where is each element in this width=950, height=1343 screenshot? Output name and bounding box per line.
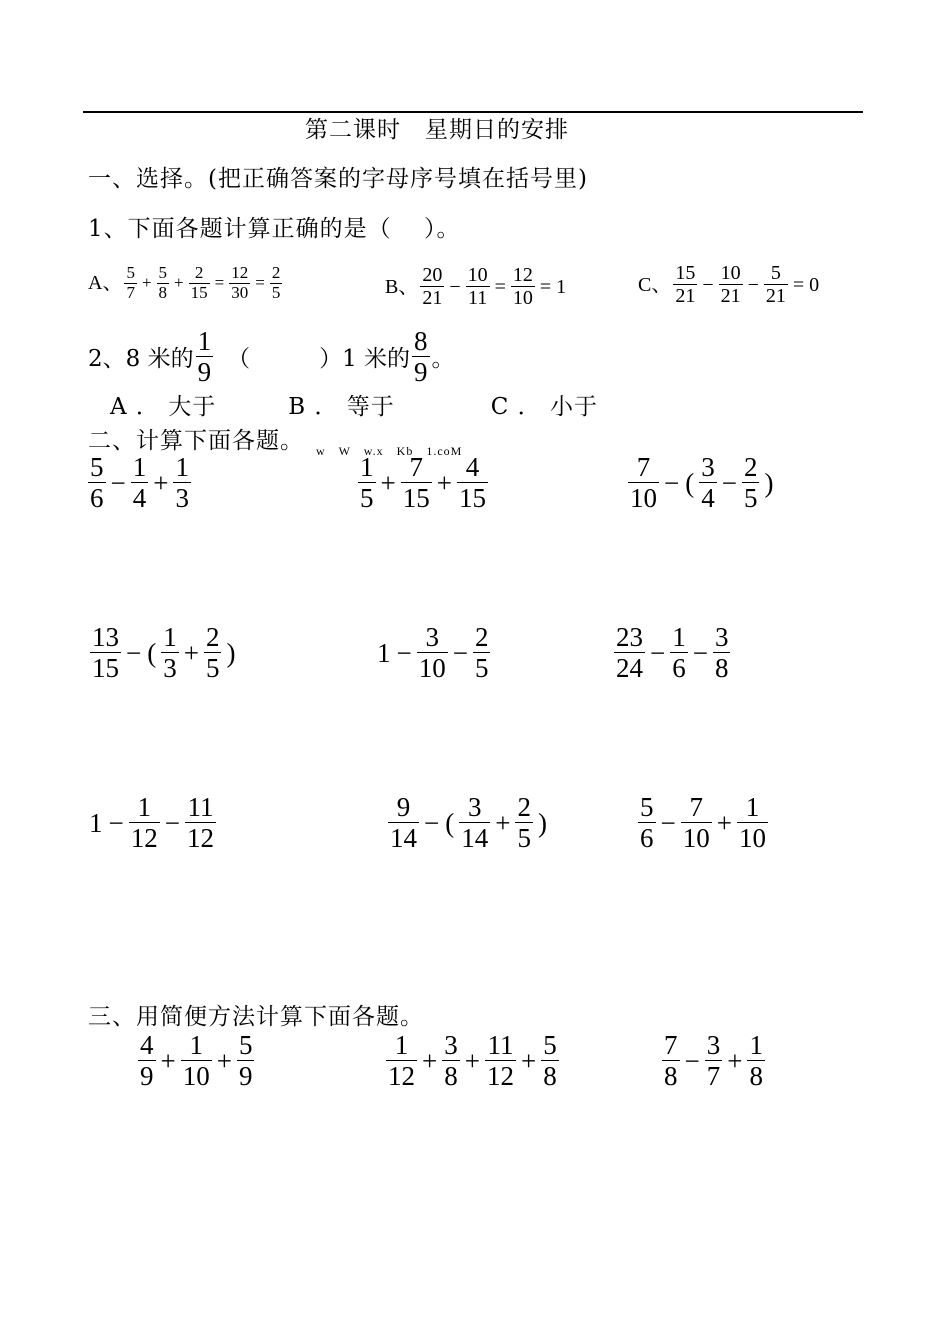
math-operator: =: [255, 272, 265, 292]
fraction-denominator: 12: [388, 1061, 415, 1092]
fraction: [737, 792, 768, 853]
fraction-numerator: 5: [770, 262, 781, 284]
fraction-numerator: 1: [360, 452, 374, 482]
calc-problem-8: [386, 792, 550, 853]
fraction-numerator: 8: [414, 326, 428, 356]
fraction-numerator: 3: [706, 1030, 721, 1060]
math-operator: +: [464, 1045, 480, 1076]
math-operator: =: [214, 272, 225, 292]
fraction-denominator: 5: [743, 483, 758, 514]
fraction-numerator: 1: [745, 792, 760, 822]
fraction-numerator: 2: [194, 263, 204, 282]
calc-problem-2: [356, 452, 490, 513]
fraction-denominator: 4: [132, 483, 147, 514]
fraction-numerator: 3: [701, 452, 715, 482]
fraction-denominator: 15: [190, 282, 208, 302]
fraction: [417, 622, 448, 683]
fraction-numerator: 3: [444, 1030, 458, 1060]
math-operator: −: [110, 467, 126, 498]
fraction: [131, 452, 149, 513]
fraction-denominator: 14: [390, 823, 417, 854]
fraction-denominator: 15: [402, 483, 430, 514]
fraction: [638, 792, 656, 853]
fraction-numerator: 1: [197, 326, 212, 356]
fraction-denominator: 6: [90, 483, 104, 514]
simplify-problem-2: [384, 1030, 561, 1091]
question2: [88, 326, 455, 387]
fraction: [457, 452, 488, 513]
math-operator: −: [721, 467, 737, 498]
fraction: [699, 452, 717, 513]
fraction-denominator: 7: [126, 282, 135, 302]
fraction: [161, 622, 179, 683]
fraction-numerator: 11: [487, 1030, 514, 1060]
fraction-denominator: 5: [271, 282, 281, 302]
fraction: [713, 622, 731, 683]
fraction-denominator: 11: [467, 287, 488, 309]
math-operator: +: [727, 1045, 743, 1076]
fraction: [173, 452, 191, 513]
fraction: [628, 452, 659, 513]
option-a-label: A、: [88, 272, 123, 295]
fraction-numerator: 5: [543, 1030, 557, 1060]
fraction: [358, 452, 376, 513]
math-operator: ): [537, 807, 547, 838]
fraction-numerator: 1: [175, 452, 189, 482]
fraction-numerator: 5: [158, 263, 168, 282]
fraction-denominator: 10: [738, 823, 766, 854]
math-operator: −: [660, 807, 676, 838]
math-operator: −: [108, 807, 124, 838]
fraction-numerator: 5: [238, 1030, 253, 1060]
fraction-numerator: 13: [92, 622, 119, 652]
fraction-numerator: 3: [714, 622, 729, 652]
simplify-problem-1: [136, 1030, 256, 1091]
fraction: [401, 452, 432, 513]
fraction-denominator: 21: [765, 285, 786, 307]
fraction-denominator: 9: [197, 357, 212, 388]
fraction-denominator: 14: [461, 823, 489, 854]
watermark-text: w W w.x Kb 1.coM: [316, 444, 463, 458]
fraction-numerator: 23: [616, 622, 643, 652]
fraction-denominator: 10: [182, 1061, 210, 1092]
math-operator: ): [226, 637, 236, 668]
fraction-numerator: 2: [271, 263, 281, 282]
fraction-denominator: 5: [360, 483, 374, 514]
q1-option-c: [638, 262, 822, 307]
fraction-numerator: 1: [749, 1030, 763, 1060]
calc-problem-1: [86, 452, 193, 513]
math-operator: +: [160, 1045, 176, 1076]
fraction-denominator: 8: [749, 1061, 763, 1092]
math-operator: −: [396, 637, 412, 668]
fraction-numerator: 3: [425, 622, 439, 652]
fraction-denominator: 21: [422, 287, 443, 309]
fraction: [459, 792, 490, 853]
fraction-denominator: 12: [486, 1061, 514, 1092]
math-operator: (: [685, 467, 695, 498]
fraction-denominator: 10: [512, 287, 533, 309]
fraction-denominator: 3: [163, 653, 177, 684]
simplify-problem-3: [660, 1030, 767, 1091]
fraction-numerator: 7: [689, 792, 703, 822]
math-operator: −: [650, 637, 666, 668]
fraction-denominator: 24: [616, 653, 643, 684]
section1-heading: 一、选择。(把正确答案的字母序号填在括号里): [88, 166, 588, 192]
option-b-label: B、: [385, 275, 419, 298]
fraction-numerator: 5: [640, 792, 654, 822]
math-operator: +: [716, 807, 732, 838]
fraction-numerator: 2: [517, 792, 531, 822]
fraction: [124, 264, 137, 302]
fraction: [157, 264, 170, 302]
fraction-denominator: 12: [130, 823, 158, 854]
fraction: [466, 264, 490, 309]
math-operator: +: [216, 1045, 232, 1076]
fraction-denominator: 7: [706, 1061, 721, 1092]
fraction-numerator: 7: [664, 1030, 678, 1060]
fraction-denominator: 5: [517, 823, 531, 854]
fraction: [719, 262, 743, 307]
fraction-numerator: 4: [465, 452, 480, 482]
math-operator: 1: [89, 807, 103, 838]
fraction: [670, 622, 688, 683]
fraction-numerator: 1: [137, 792, 151, 822]
fraction: [705, 1030, 723, 1091]
fraction: [747, 1030, 765, 1091]
fraction-numerator: 1: [132, 452, 147, 482]
fraction-numerator: 4: [140, 1030, 154, 1060]
fraction: [181, 1030, 212, 1091]
q1-option-a: [88, 264, 284, 302]
math-operator: −: [702, 273, 714, 296]
fraction: [229, 264, 250, 302]
fraction: [88, 452, 106, 513]
math-operator: −: [449, 275, 461, 298]
option-a-expression: [122, 264, 284, 302]
fraction-denominator: 9: [140, 1061, 154, 1092]
fraction-denominator: 4: [701, 483, 715, 514]
calc-problem-9: [636, 792, 770, 853]
fraction-denominator: 12: [186, 823, 214, 854]
fraction-numerator: 5: [90, 452, 104, 482]
fraction: [388, 792, 419, 853]
fraction: [764, 262, 788, 307]
math-operator: +: [174, 272, 184, 292]
fraction-denominator: 15: [458, 483, 486, 514]
fraction-numerator: 11: [187, 792, 214, 822]
fraction-numerator: 10: [467, 264, 488, 286]
option-c-expression: [671, 262, 822, 307]
math-operator: +: [183, 637, 199, 668]
fraction: [420, 264, 444, 309]
fraction: [237, 1030, 255, 1091]
fraction-denominator: 10: [630, 483, 657, 514]
fraction: [386, 1030, 417, 1091]
fraction-denominator: 30: [231, 282, 249, 302]
q2-prefix: 2、8 米的: [88, 346, 194, 373]
calc-problem-7: [86, 792, 218, 853]
fraction-denominator: 8: [714, 653, 729, 684]
fraction-numerator: 1: [163, 622, 177, 652]
option-b-expression: [418, 264, 569, 309]
math-operator: −: [452, 637, 468, 668]
fraction: [681, 792, 712, 853]
fraction-numerator: 10: [720, 262, 741, 284]
fraction: [541, 1030, 559, 1091]
section2-heading: 二、计算下面各题。: [88, 428, 304, 454]
q1-option-b: [385, 264, 569, 309]
fraction-numerator: 5: [126, 263, 135, 282]
math-operator: =: [494, 275, 506, 298]
fraction-numerator: 1: [672, 622, 686, 652]
fraction-denominator: 8: [158, 282, 168, 302]
fraction-numerator: 2: [205, 622, 220, 652]
fraction: [614, 622, 645, 683]
math-operator: +: [141, 272, 152, 292]
q2-middle: （ ）1 米的: [227, 346, 411, 373]
fraction-denominator: 10: [418, 653, 446, 684]
fraction-numerator: 1: [189, 1030, 203, 1060]
fraction-denominator: 6: [640, 823, 654, 854]
math-operator: −: [126, 637, 142, 668]
fraction-numerator: 7: [636, 452, 651, 482]
fraction-numerator: 15: [675, 262, 696, 284]
fraction-denominator: 21: [720, 285, 741, 307]
fraction-numerator: 12: [512, 264, 533, 286]
fraction-denominator: 6: [672, 653, 686, 684]
fraction-denominator: 3: [175, 483, 189, 514]
math-operator: (: [147, 637, 157, 668]
fraction: [129, 792, 160, 853]
math-operator: −: [684, 1045, 700, 1076]
section3-heading: 三、用简便方法计算下面各题。: [88, 1004, 424, 1030]
math-operator: ): [764, 467, 774, 498]
math-operator: −: [692, 637, 708, 668]
fraction-denominator: 5: [205, 653, 220, 684]
math-operator: −: [164, 807, 180, 838]
page-title: 第二课时 星期日的安排: [305, 117, 569, 143]
fraction-denominator: 5: [474, 653, 489, 684]
fraction-numerator: 1: [394, 1030, 409, 1060]
fraction: [138, 1030, 156, 1091]
option-c-label: C、: [638, 273, 672, 296]
fraction: [204, 622, 222, 683]
fraction-denominator: 8: [543, 1061, 557, 1092]
q2-suffix: 。: [431, 346, 455, 373]
fraction-denominator: 9: [414, 357, 428, 388]
fraction: [185, 792, 216, 853]
fraction: [485, 1030, 516, 1091]
math-operator: +: [380, 467, 396, 498]
fraction-numerator: 2: [474, 622, 489, 652]
calc-problem-6: [612, 622, 732, 683]
q2-choices: A ． 大于 B ． 等于 C ． 小于: [110, 394, 598, 420]
math-operator: −: [664, 467, 680, 498]
fraction: [189, 264, 210, 302]
fraction: [511, 264, 535, 309]
math-operator: −: [424, 807, 440, 838]
fraction-numerator: 20: [422, 264, 443, 286]
math-operator: +: [436, 467, 452, 498]
fraction-numerator: 3: [467, 792, 482, 822]
fraction-denominator: 21: [675, 285, 696, 307]
fraction: [90, 622, 121, 683]
fraction-denominator: 10: [682, 823, 710, 854]
question1-text: 1、下面各题计算正确的是（ ）。: [88, 216, 461, 242]
fraction-denominator: 9: [238, 1061, 253, 1092]
calc-problem-5: [374, 622, 492, 683]
calc-problem-4: [88, 622, 238, 683]
fraction-denominator: 8: [664, 1061, 678, 1092]
fraction: [442, 1030, 460, 1091]
fraction: [270, 264, 283, 302]
fraction-numerator: 9: [396, 792, 411, 822]
math-operator: +: [520, 1045, 537, 1076]
math-operator: = 1: [539, 275, 567, 298]
math-operator: +: [422, 1045, 438, 1076]
fraction-numerator: 12: [231, 263, 249, 282]
math-operator: −: [747, 273, 759, 296]
math-operator: (: [445, 807, 455, 838]
fraction: [473, 622, 491, 683]
q2-fraction-1: [196, 326, 214, 387]
math-operator: +: [495, 807, 511, 838]
fraction: [662, 1030, 680, 1091]
math-operator: = 0: [792, 273, 820, 296]
fraction-numerator: 2: [743, 452, 758, 482]
fraction-numerator: 7: [409, 452, 423, 482]
math-operator: +: [153, 467, 169, 498]
fraction-denominator: 8: [444, 1061, 458, 1092]
fraction: [515, 792, 533, 853]
math-operator: 1: [377, 637, 391, 668]
q2-fraction-2: [412, 326, 430, 387]
fraction: [673, 262, 697, 307]
calc-problem-3: [626, 452, 776, 513]
fraction-denominator: 15: [92, 653, 119, 684]
fraction: [742, 452, 760, 513]
